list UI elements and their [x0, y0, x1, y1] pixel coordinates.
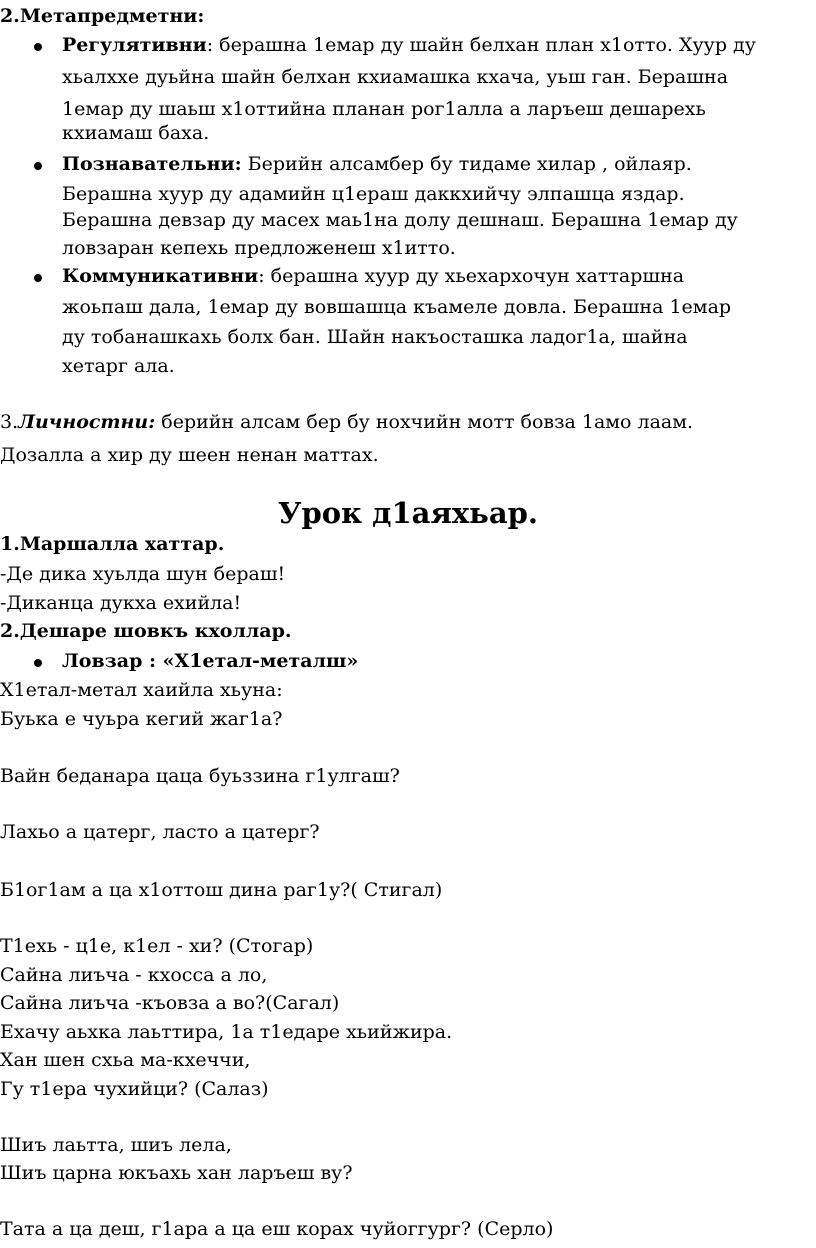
- riddle-line: Т1ехь - ц1е, к1ел - хи? (Стогар): [0, 935, 314, 957]
- step-motivation-heading: 2.Дешаре шовкъ кхоллар.: [0, 620, 292, 642]
- personal-number: 3.: [0, 411, 19, 433]
- communicative-line-2: жоьпаш дала, 1емар ду вовшашца къамеле довла. Берашна 1емар: [62, 296, 732, 318]
- cognitive-text-1: Берийн алсамбер бу тидаме хилар , ойлаяр.: [241, 153, 692, 175]
- regulative-line-3: 1емар ду шаьш х1оттийна планан рог1аллa а ларъеш дешарехь: [62, 98, 706, 120]
- riddle-line: Сайна лиъча -къовза а во?(Сагал): [0, 992, 340, 1014]
- section-heading-metasubject: 2.Метапредметни:: [0, 5, 205, 27]
- communicative-line-3: ду тобанашкахь болх бан. Шайн накъосташка ладог1а, шайна: [62, 326, 688, 348]
- bullet-icon: [34, 43, 42, 51]
- personal-line-2: Дозалла а хир ду шеен ненан маттах.: [0, 444, 379, 466]
- bullet-icon: [34, 274, 42, 282]
- cognitive-term: Познавательни:: [62, 153, 242, 175]
- riddle-line: Ехачу аьхка лаьттира, 1а т1едаре хьийжира.: [0, 1021, 453, 1043]
- cognitive-line-4: ловзаран кепехь предложенеш х1итто.: [62, 237, 456, 259]
- riddle-line: Хан шен схьа ма-кхеччи,: [0, 1049, 251, 1071]
- communicative-text-1: : берашна хуур ду хьехархочун хаттаршна: [258, 265, 685, 287]
- regulative-line-2: хьалхxe дуьйна шайн белхан кхиамашка кхача, уьш ган. Берашна: [62, 66, 729, 88]
- regulative-line-4: кхиамаш баха.: [62, 122, 210, 144]
- regulative-text-1: : берашна 1емар ду шайн белхан план х1отто. Хуур ду: [206, 34, 756, 56]
- lesson-title: Урок д1аяхьар.: [277, 496, 539, 530]
- communicative-term: Коммуникативни: [62, 265, 259, 287]
- riddle-line: Тата а ца деш, г1ара а ца еш корах чуйоггург? (Серло): [0, 1218, 554, 1240]
- greeting-line-1: -Де дика хуьлда шун бераш!: [0, 563, 286, 585]
- riddle-line: Х1етал-метал хаийла хьуна:: [0, 679, 283, 701]
- communicative-line-1: [62, 262, 684, 290]
- riddle-line: Вайн беданара цаца буьззина г1улгаш?: [0, 765, 400, 787]
- personal-term: Личностни:: [18, 411, 156, 433]
- riddle-line: Сайна лиъча - кхосса а ло,: [0, 964, 268, 986]
- regulative-term: Регулятивни: [62, 34, 207, 56]
- game-heading: Ловзар : «Х1етал-металш»: [62, 650, 359, 672]
- riddle-line: Лахьо а цатерг, ласто а цатерг?: [0, 821, 320, 843]
- riddle-line: Шиъ царна юкъахь хан ларъеш ву?: [0, 1162, 353, 1184]
- greeting-line-2: -Диканца дукха ехийла!: [0, 592, 242, 614]
- regulative-line-1: [62, 31, 756, 59]
- cognitive-line-2: Берашна хуур ду адамийн ц1ераш даккхийчу элпашца яздар.: [62, 183, 685, 205]
- communicative-line-4: хетарг ала.: [62, 355, 175, 377]
- cognitive-line-3: Берашна девзар ду масех маь1на долу дешнаш. Берашна 1емар ду: [62, 209, 738, 231]
- riddle-line: Буька е чуьра кегий жаг1а?: [0, 708, 283, 730]
- personal-line-1: [0, 408, 693, 436]
- personal-text-1: берийн алсам бер бу нохчийн мотт бовза 1амо лаам.: [155, 411, 694, 433]
- cognitive-line-1: [62, 150, 692, 178]
- riddle-line: Гу т1ера чухийци? (Салаз): [0, 1078, 269, 1100]
- bullet-icon: [34, 659, 42, 667]
- step-greeting-heading: 1.Маршалла хаттар.: [0, 533, 225, 555]
- riddle-line: Шиъ лаьтта, шиъ лела,: [0, 1134, 232, 1156]
- bullet-icon: [34, 162, 42, 170]
- riddle-line: Б1ог1ам а ца х1оттош дина раг1у?( Стигал): [0, 879, 443, 901]
